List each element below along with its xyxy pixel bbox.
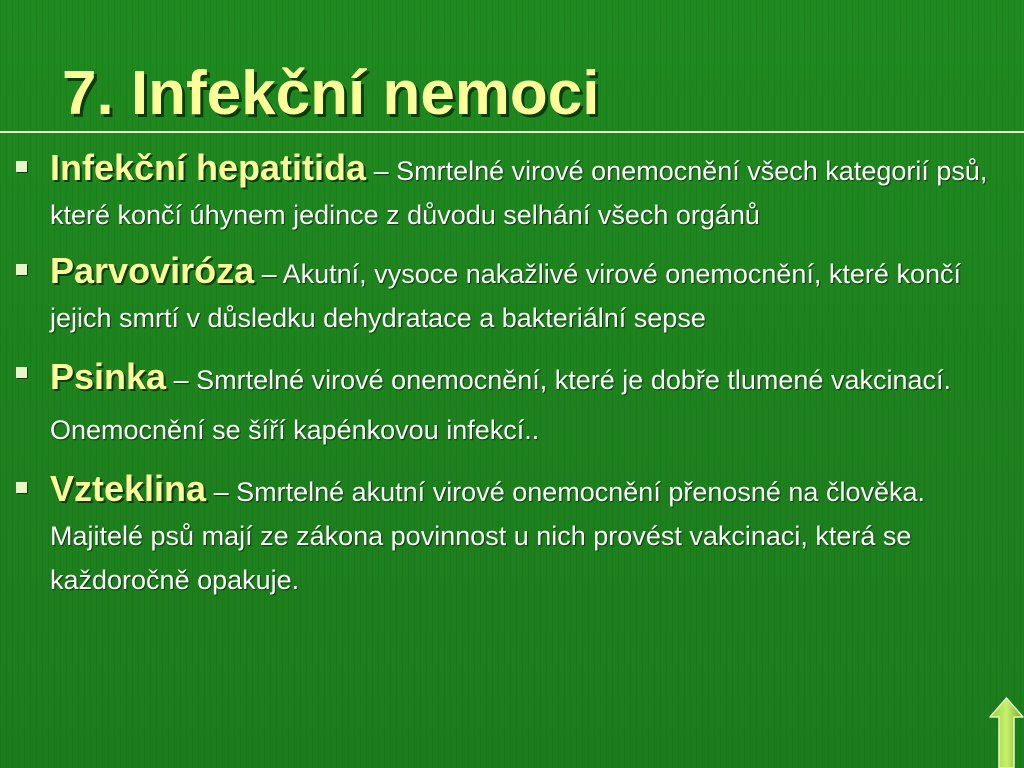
bullet-text: Akutní, vysoce nakažlivé virové onemocnění, které končí jejich smrtí v důsledku dehydratace a bakteriální sepse xyxy=(50,259,961,333)
bullet-dash: – xyxy=(166,365,197,395)
bullet-item-hepatitida xyxy=(14,146,1004,237)
bullet-dash: – xyxy=(206,477,237,507)
nav-up-button[interactable] xyxy=(989,697,1024,768)
square-bullet-icon xyxy=(16,482,27,493)
up-arrow-icon xyxy=(989,697,1024,768)
bullet-item-parvoviroza xyxy=(14,249,1004,340)
bullet-text: Smrtelné virové onemocnění, které je dobře tlumené vakcinací. Onemocnění se šíří kapénkovou infekcí.. xyxy=(50,365,951,445)
bullet-list xyxy=(14,146,1004,614)
bullet-term: Vzteklina xyxy=(50,468,207,509)
square-bullet-icon xyxy=(16,161,27,172)
square-bullet-icon xyxy=(16,367,27,378)
title-divider xyxy=(0,131,1024,133)
bullet-term: Psinka xyxy=(50,356,167,397)
bullet-term: Infekční hepatitida xyxy=(50,147,367,188)
slide-title: 7. Infekční nemoci xyxy=(62,59,600,128)
bullet-item-psinka xyxy=(14,352,1004,455)
square-bullet-icon xyxy=(16,264,27,275)
bullet-text: Smrtelné virové onemocnění všech kategorií psů, které končí úhynem jedince z důvodu selhání všech orgánů xyxy=(50,156,988,230)
bullet-text: Smrtelné akutní virové onemocnění přenosné na člověka. Majitelé psů mají ze zákona povinnost u nich provést vakcinaci, která se každoročně opakuje. xyxy=(50,477,925,595)
bullet-dash: – xyxy=(366,156,397,186)
bullet-dash: – xyxy=(254,259,283,289)
bullet-term: Parvoviróza xyxy=(50,250,255,291)
bullet-item-vzteklina xyxy=(14,467,1004,602)
